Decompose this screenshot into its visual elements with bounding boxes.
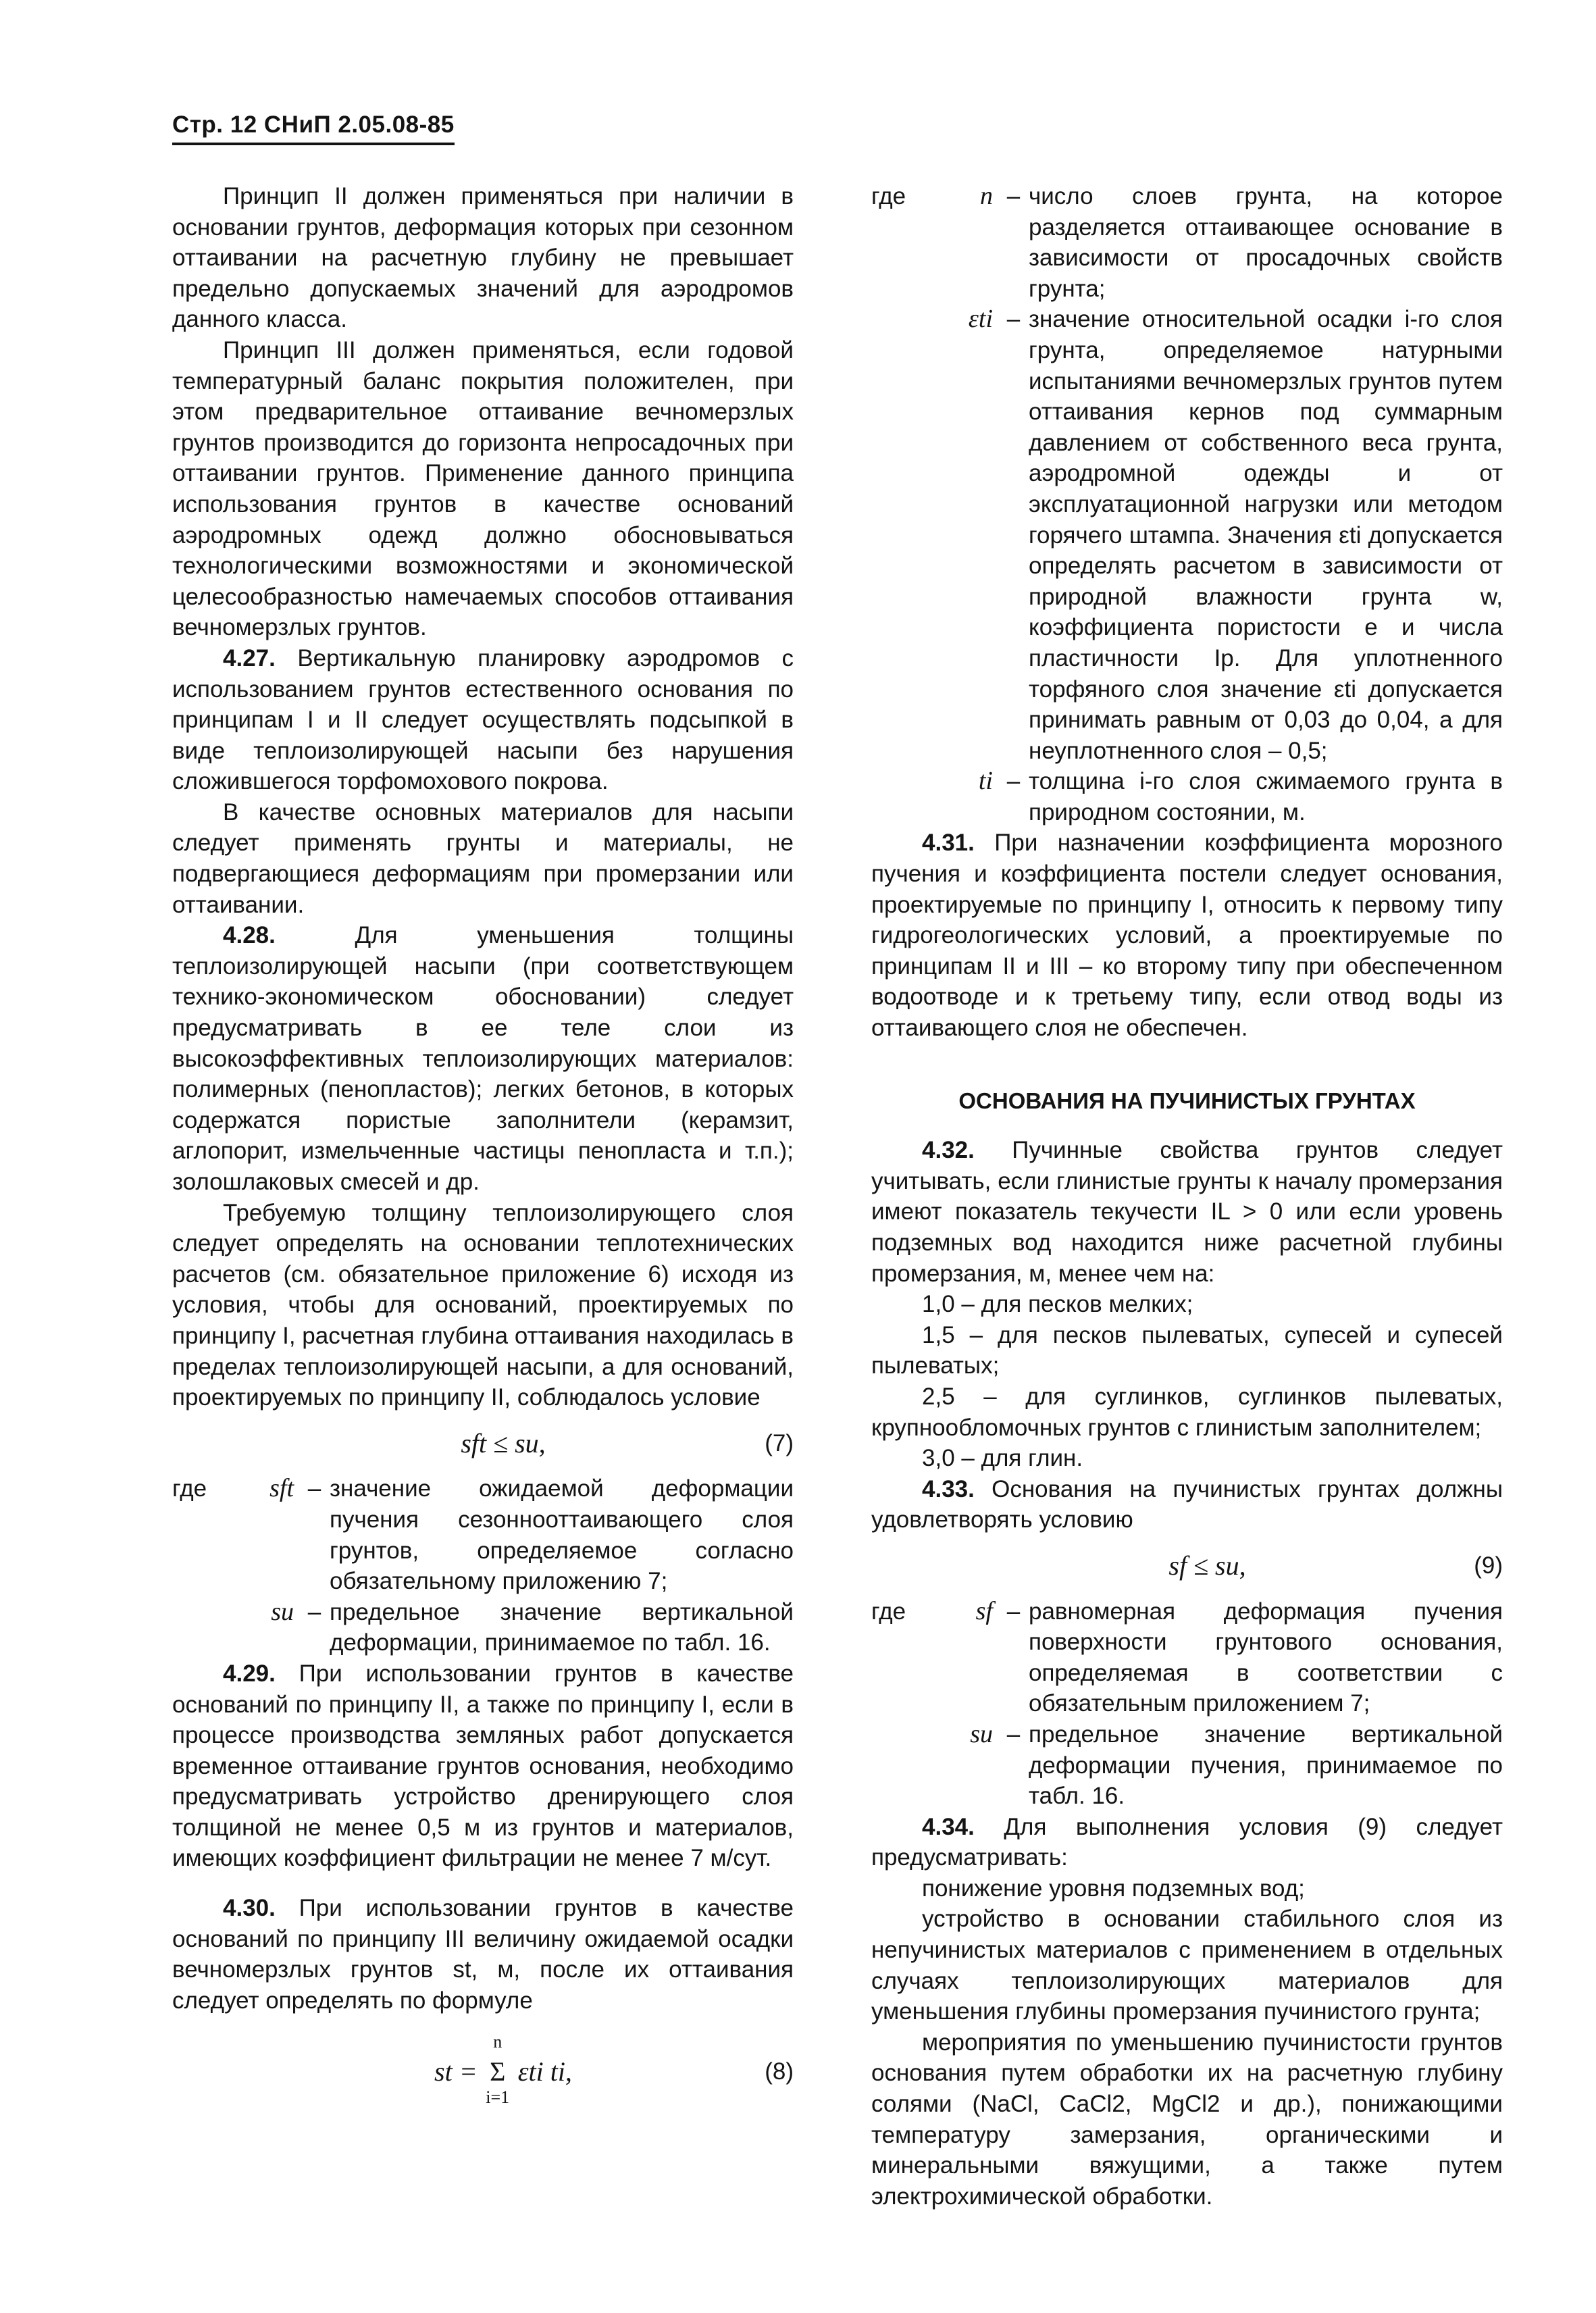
where-keyword: где (871, 183, 906, 209)
formula-9 (871, 1550, 1503, 1581)
clause-text: Пучинные свойства грунтов следует учитывать, если глинистые грунты к началу промерзания имеют показатель текучести IL > 0 или если уровень подземных вод находится ниже расчетной глубины промерзания, м, менее чем на: (871, 1137, 1503, 1287)
symbol-ti: ti (978, 767, 993, 796)
symbol-su: su (970, 1719, 993, 1748)
paragraph-fill-materials: В качестве основных материалов для насыпи следует применять грунты и материалы, не подвергающиеся деформациям при промерзании или оттаивании. (172, 798, 794, 918)
dash: – (1006, 1598, 1021, 1625)
clause-text: Основания на пучинистых грунтах должны удовлетворять условию (871, 1475, 1503, 1533)
clause-number: 4.27. (223, 644, 276, 671)
clause-number: 4.32. (922, 1137, 975, 1164)
symbol-sft: sft (269, 1474, 294, 1503)
clause-text: При назначении коэффициента морозного пучения и коэффициента постели следует основания, проектируемые по принципу I, относить к первому типу гидрогеологических условий, а проектируемые по принципам II и III – ко второму типу при обеспеченном водоотводе и к третьему типу, если отвод воды из оттаивающего слоя не обеспечен. (871, 830, 1503, 1042)
clause-number: 4.31. (922, 830, 975, 857)
clause-number: 4.34. (922, 1813, 975, 1840)
list-item: 2,5 – для суглинков, суглинков пылеватых, крупнообломочных грунтов с глинистым заполнителем; (871, 1383, 1503, 1441)
clause-number: 4.33. (922, 1475, 975, 1502)
clause-4-28 (172, 920, 794, 1197)
clause-text: Для выполнения условия (9) следует предусматривать: (871, 1813, 1503, 1871)
where-item-ti (871, 766, 1503, 828)
dash: – (1006, 1721, 1021, 1748)
right-column (871, 181, 1503, 2212)
formula-9-expression: sf ≤ su, (1168, 1550, 1246, 1581)
dash: – (1006, 306, 1021, 333)
where-item-su (172, 1597, 794, 1658)
paragraph-principle-3: Принцип III должен применяться, если годовой температурный баланс покрытия положителен, при этом предварительное оттаивание вечномерзлых грунтов производится до горизонта непросадочных при оттаивании грунтов. Применение данного принципа использования грунтов в качестве оснований аэродромных одежд должно обосновываться технологическими возможностями и экономической целесообразностью намечаемых способов оттаивания вечномерзлых грунтов. (172, 336, 794, 641)
clause-4-29 (172, 1658, 794, 1874)
clause-number: 4.29. (223, 1660, 276, 1687)
sum-symbol (484, 2032, 511, 2108)
where-keyword: где (172, 1475, 207, 1502)
clause-text: При использовании грунтов в качестве оснований по принципу III величину ожидаемой осадки вечномерзлых грунтов st, м, после их оттаивания следует определять по формуле (172, 1895, 794, 2014)
definition-sft: значение ожидаемой деформации пучения сезоннооттаивающего слоя грунтов, определяемое согласно обязательному приложению 7; (330, 1475, 794, 1595)
formula-9-number: (9) (1474, 1552, 1503, 1579)
formula-7 (172, 1428, 794, 1459)
definition-ti: толщина i-го слоя сжимаемого грунта в природном состоянии, м. (1029, 768, 1503, 825)
definition-n: число слоев грунта, на которое разделяется оттаивающее основание в зависимости от просадочных свойств грунта; (1029, 183, 1503, 302)
paragraph-insulation-thickness: Требуемую толщину теплоизолирующего слоя следует определять на основании теплотехнических расчетов (см. обязательное приложение 6) исходя из условия, чтобы для оснований, проектируемых по принципу I, расчетная глубина оттаивания находилась в пределах теплоизолирующей насыпи, а для оснований, проектируемых по принципу II, соблюдалось условие (172, 1199, 794, 1411)
formula-8-expression (172, 2032, 753, 2108)
where-item-su (871, 1719, 1503, 1812)
paragraph-principle-2: Принцип II должен применяться при наличии в основании грунтов, деформация которых при сезонном оттаивании на расчетную глубину не превышает предельно допускаемых значений для аэродромов данного класса. (172, 183, 794, 333)
left-column (172, 181, 794, 2108)
clause-text: При использовании грунтов в качестве оснований по принципу II, а также по принципу I, если в процессе производства земляных работ допускается временное оттаивание грунтов основания, необходимо предусматривать устройство дренирующего слоя толщиной не менее 0,5 м из грунтов и материалов, имеющих коэффициент фильтрации не менее 7 м/сут. (172, 1660, 794, 1872)
where-keyword: где (871, 1598, 906, 1625)
page-header: Стр. 12 СНиП 2.05.08-85 (172, 111, 455, 145)
formula-8-number: (8) (765, 2058, 794, 2085)
list-item: 3,0 – для глин. (922, 1445, 1083, 1472)
clause-text: Вертикальную планировку аэродромов с использованием грунтов естественного основания по принципам I и II следует осуществлять подсыпкой в виде теплоизолирующей насыпи без нарушения сложившегося торфомохового покрова. (172, 644, 794, 795)
dash: – (1006, 183, 1021, 209)
symbol-n: n (980, 182, 993, 210)
formula-8-lhs: st = (434, 2056, 478, 2087)
list-item: 1,0 – для песков мелких; (922, 1291, 1193, 1318)
symbol-eti: εti (968, 305, 993, 334)
where-item-sf (871, 1596, 1503, 1719)
dash: – (1006, 768, 1021, 795)
formula-7-number: (7) (765, 1429, 794, 1456)
clause-4-33 (871, 1474, 1503, 1535)
where-item-eti (871, 304, 1503, 766)
dash: – (307, 1475, 321, 1502)
clause-4-31 (871, 828, 1503, 1043)
clause-number: 4.28. (223, 922, 276, 949)
formula-8-rhs: εti ti, (517, 2056, 572, 2087)
clause-number: 4.30. (223, 1895, 276, 1922)
definition-eti: значение относительной осадки i-го слоя грунта, определяемое натурными испытаниями вечномерзлых грунтов путем оттаивания кернов под суммарным давлением от собственного веса грунта, аэродромной одежды и от эксплуатационной нагрузки или методом горячего штампа. Значения εti допускается определять расчетом в зависимости от природной влажности грунта w, коэффициента пористости e и числа пластичности Ip. Для уплотненного торфяного слоя значение εti допускается принимать равным от 0,03 до 0,04, а для неуплотненного слоя – 0,5; (1029, 306, 1503, 764)
definition-su: предельное значение вертикальной деформации, принимаемое по табл. 16. (330, 1598, 794, 1656)
clause-text: Для уменьшения толщины теплоизолирующей насыпи (при соответствующем технико-экономическом обосновании) следует предусматривать в ее теле слои из высокоэффективных теплоизолирующих материалов: полимерных (пенопластов); легких бетонов, в которых содержатся пористые заполнители (керамзит, аглопорит, измельченные частицы пенопласта и т.п.); золошлаковых смесей и др. (172, 922, 794, 1195)
definition-sf: равномерная деформация пучения поверхности грунтового основания, определяемая в соответствии с обязательным приложением 7; (1029, 1598, 1503, 1717)
sum-sign: Σ (490, 2056, 506, 2087)
measure-item: понижение уровня подземных вод; (922, 1875, 1305, 1902)
list-item: 1,5 – для песков пылеватых, супесей и супесей пылеватых; (871, 1321, 1503, 1379)
clause-4-27 (172, 643, 794, 797)
section-title: ОСНОВАНИЯ НА ПУЧИНИСТЫХ ГРУНТАХ (958, 1088, 1416, 1113)
where-item-n (871, 181, 1503, 304)
formula-7-expression: sft ≤ su, (461, 1427, 546, 1458)
formula-8 (172, 2032, 794, 2108)
definition-su: предельное значение вертикальной деформации пучения, принимаемое по табл. 16. (1029, 1721, 1503, 1810)
symbol-su: su (271, 1597, 294, 1626)
sum-lower-limit: i=1 (486, 2087, 510, 2108)
clause-4-34 (871, 1812, 1503, 1873)
symbol-sf: sf (975, 1596, 993, 1625)
where-item-sft (172, 1473, 794, 1596)
measure-item: устройство в основании стабильного слоя из непучинистых материалов с применением в отдельных случаях теплоизолирующих материалов для уменьшения глубины промерзания пучинистого грунта; (871, 1906, 1503, 2025)
sum-upper-limit: n (493, 2032, 503, 2052)
dash: – (307, 1598, 321, 1625)
clause-4-30 (172, 1893, 794, 2016)
clause-4-32 (871, 1135, 1503, 1289)
measure-item: мероприятия по уменьшению пучинистости грунтов основания путем обработки их на расчетную глубину солями (NaCl, CaCl2, MgCl2 и др.), понижающими температуру замерзания, органическими и минеральными вяжущими, а также путем электрохимической обработки. (871, 2029, 1503, 2210)
